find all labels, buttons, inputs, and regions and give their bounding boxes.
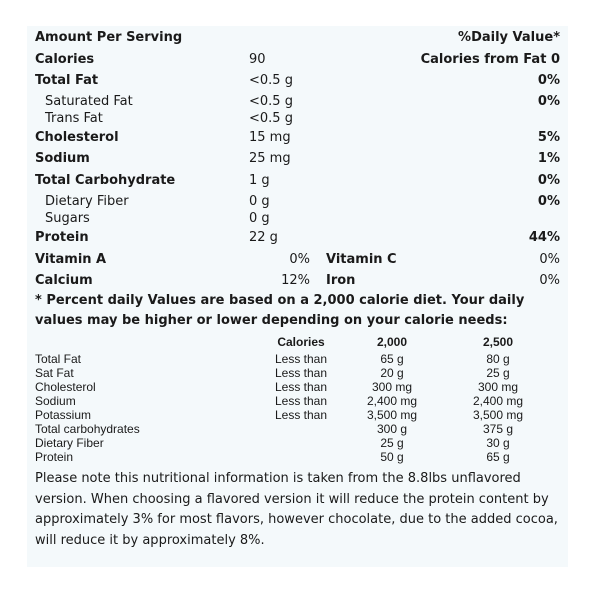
nutrient-amount: 22 g (249, 230, 278, 245)
nutrient-name: Sodium (35, 151, 90, 166)
ref-row-2500: 2,400 mg (472, 394, 524, 408)
vitamin-name: Vitamin C (326, 252, 397, 267)
daily-value-label: %Daily Value* (458, 30, 560, 45)
nutrient-amount: 0 g (249, 211, 270, 226)
ref-row-name: Protein (35, 450, 74, 464)
ref-table-row (35, 437, 560, 450)
ref-row-name: Total Fat (35, 352, 82, 366)
nutrient-amount: 0 g (249, 194, 270, 209)
nutrient-dv: 0% (537, 194, 560, 209)
ref-row-cal: Less than (274, 366, 328, 380)
nutrient-name: Cholesterol (35, 130, 119, 145)
ref-table-header (35, 336, 560, 350)
vitamin-dv: 0% (539, 252, 560, 267)
ref-row-cal: Less than (274, 394, 328, 408)
ref-table-row (35, 409, 560, 422)
ref-row-2000: 25 g (380, 436, 404, 450)
nutrient-name: Trans Fat (45, 111, 103, 126)
ref-row-name: Dietary Fiber (35, 436, 104, 450)
disclaimer-note: Please note this nutritional information is taken from the 8.8lbs unflavored version. When choosing a flavored version it will reduce the protein content by approximately 3% for most flavors, however chocolate, due to the added cocoa, will reduce it by approximately 8%. (35, 471, 558, 548)
ref-row-2000: 300 mg (371, 380, 413, 394)
ref-table-row (35, 353, 560, 366)
nutrient-name: Sugars (45, 211, 90, 226)
ref-header-calories: Calories (277, 335, 325, 349)
vitamin-dv: 0% (289, 252, 310, 267)
ref-table-row (35, 395, 560, 408)
nutrient-dv: 1% (537, 151, 560, 166)
ref-row-2000: 20 g (380, 366, 404, 380)
ref-row-2000: 65 g (380, 352, 404, 366)
ref-row-2000: 50 g (380, 450, 404, 464)
ref-row-name: Sat Fat (35, 366, 74, 380)
nutrient-amount: <0.5 g (249, 73, 293, 88)
amount-per-serving-label: Amount Per Serving (35, 30, 183, 45)
nutrient-dv: 0% (537, 173, 560, 188)
ref-row-cal: Less than (274, 352, 328, 366)
calories-label: Calories (35, 52, 95, 67)
nutrient-amount: 15 mg (249, 130, 291, 145)
vitamin-dv: 0% (539, 273, 560, 288)
vitamin-name: Calcium (35, 273, 93, 288)
nutrient-amount: <0.5 g (249, 111, 293, 126)
ref-row-2500: 300 mg (477, 380, 519, 394)
nutrient-dv: 0% (537, 94, 560, 109)
vitamin-name: Vitamin A (35, 252, 107, 267)
nutrient-name: Total Carbohydrate (35, 173, 176, 188)
footnote: * Percent daily Values are based on a 2,000 calorie diet. Your daily values may be higher or lower depending on your calorie needs: (35, 293, 525, 328)
ref-row-cal: Less than (274, 408, 328, 422)
ref-table-row (35, 381, 560, 394)
vitamin-name: Iron (326, 273, 356, 288)
ref-row-2500: 30 g (486, 436, 510, 450)
nutrient-amount: 25 mg (249, 151, 291, 166)
ref-row-2000: 2,400 mg (366, 394, 418, 408)
ref-row-2500: 3,500 mg (472, 408, 524, 422)
ref-header-2500: 2,500 (482, 335, 514, 349)
ref-row-name: Total carbohydrates (35, 422, 140, 436)
nutrient-name: Saturated Fat (45, 94, 133, 109)
ref-row-name: Sodium (35, 394, 76, 408)
nutrition-facts-panel (27, 26, 568, 567)
ref-row-2500: 65 g (486, 450, 510, 464)
nutrient-amount: 1 g (249, 173, 270, 188)
nutrient-dv: 5% (537, 130, 560, 145)
nutrient-name: Total Fat (35, 73, 99, 88)
nutrient-name: Protein (35, 230, 89, 245)
ref-row-name: Cholesterol (35, 380, 96, 394)
nutrient-dv: 0% (537, 73, 560, 88)
nutrient-amount: <0.5 g (249, 94, 293, 109)
vitamin-dv: 12% (281, 273, 310, 288)
ref-header-2000: 2,000 (376, 335, 408, 349)
ref-row-cal: Less than (274, 380, 328, 394)
ref-row-2000: 3,500 mg (366, 408, 418, 422)
ref-row-2500: 80 g (486, 352, 510, 366)
ref-table-row (35, 451, 560, 464)
nutrient-name: Dietary Fiber (45, 194, 129, 209)
calories-from-fat: Calories from Fat 0 (420, 52, 560, 67)
ref-row-2500: 375 g (482, 422, 514, 436)
ref-table-row (35, 423, 560, 436)
ref-row-name: Potassium (35, 408, 92, 422)
calories-value: 90 (249, 52, 266, 67)
nutrient-dv: 44% (528, 230, 560, 245)
ref-table-row (35, 367, 560, 380)
ref-row-2500: 25 g (486, 366, 510, 380)
ref-row-2000: 300 g (376, 422, 408, 436)
